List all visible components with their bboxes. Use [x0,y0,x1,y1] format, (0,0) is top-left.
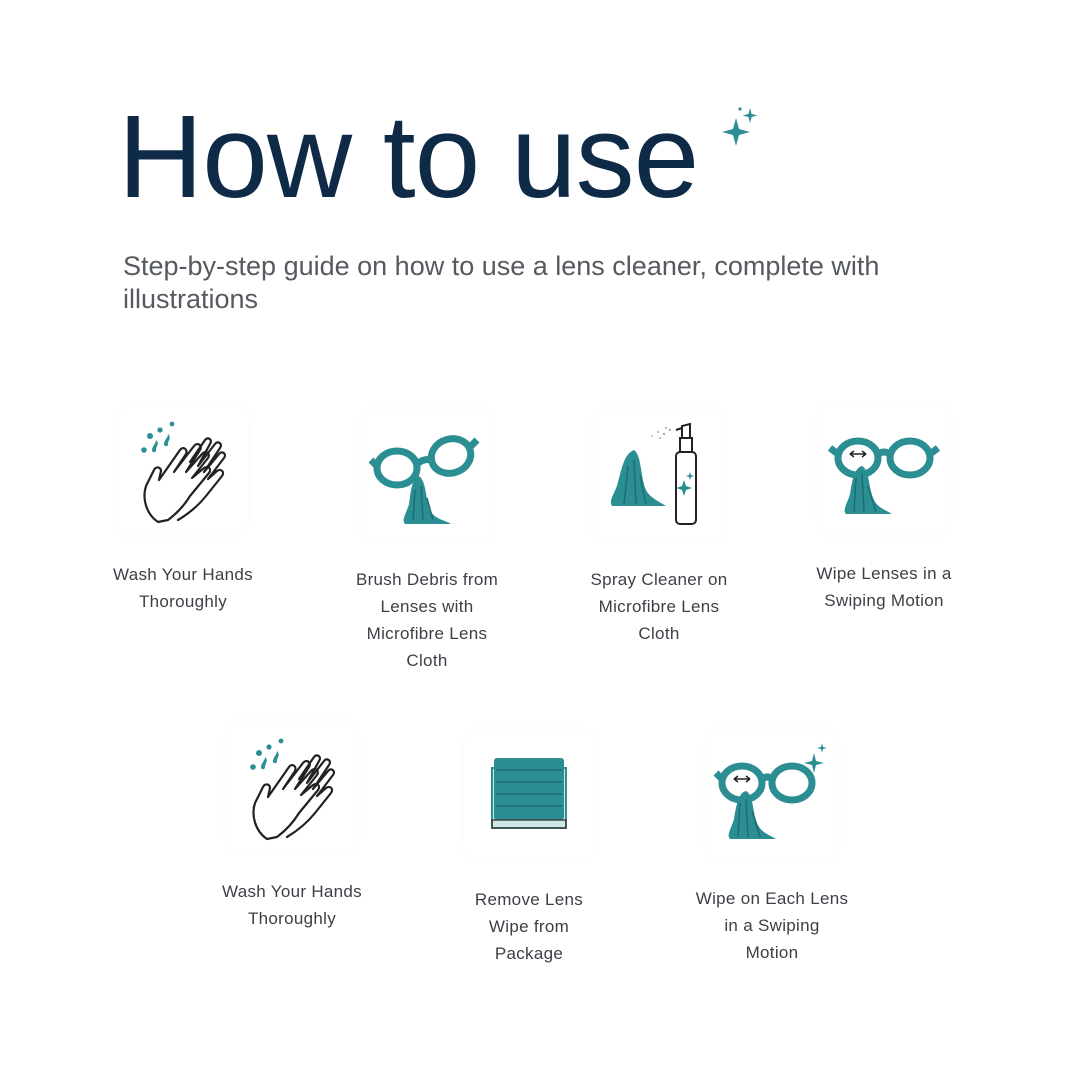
step-remove-wipe [414,730,644,967]
step-label: Wash Your Hands Thoroughly [222,882,362,928]
icon-box [118,405,248,535]
page-title: How to use [118,91,699,223]
step-label: Wipe Lenses in a Swiping Motion [816,564,952,610]
washing-hands-icon [237,727,347,847]
icon-box [362,410,492,540]
step-wash-hands [68,405,298,615]
glasses-wipe-icon [824,414,944,524]
step-wipe-each-lens [657,729,887,966]
step-label: Wash Your Hands Thoroughly [113,565,253,611]
icon-box [594,410,724,540]
icon-box [227,722,357,852]
icon-box [707,729,837,859]
step-wipe-lenses [769,404,999,614]
step-label: Remove Lens Wipe from Package [474,890,584,963]
sparkle-icon [718,104,766,152]
glasses-sparkle-wipe-icon [712,739,832,849]
wipe-package-icon [484,750,574,840]
step-label: Wipe on Each Lens in a Swiping Motion [695,889,849,962]
step-spray-cleaner [544,410,774,647]
step-label: Brush Debris from Lenses with Microfibre Lens Cloth [355,570,499,670]
icon-box [464,730,594,860]
page-subtitle: Step-by-step guide on how to use a lens cleaner, complete with illustrations [123,251,880,314]
washing-hands-icon [128,410,238,530]
step-brush-debris [312,410,542,674]
step-label: Spray Cleaner on Microfibre Lens Cloth [590,570,728,643]
step-wash-hands-2 [177,722,407,932]
spray-bottle-cloth-icon [604,420,714,530]
glasses-cloth-icon [367,420,487,530]
icon-box [819,404,949,534]
